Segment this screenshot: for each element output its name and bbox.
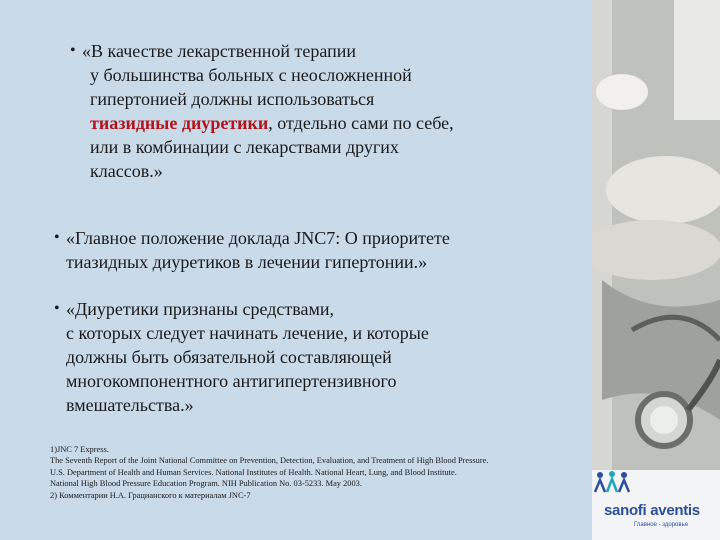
bullet-1-line-4 — [82, 111, 454, 135]
highlight-thiazide-diuretics: тиазидные диуретики — [90, 113, 269, 133]
reference-line: National High Blood Pressure Education Program. NIH Publication No. 03-5233. May 2003. — [50, 479, 362, 489]
logo-name: sanofi aventis — [604, 502, 700, 519]
bullet-1-line-3: гипертонией должны использоваться — [90, 89, 375, 109]
bullet-dot: • — [54, 229, 60, 246]
medical-photo-illustration — [592, 0, 720, 540]
bullet-3-line-3: должны быть обязательной составляющей — [66, 347, 392, 367]
bullet-dot: • — [70, 42, 76, 59]
bullet-1 — [70, 39, 454, 183]
logo-tagline: Главное - здоровье — [634, 522, 689, 528]
bullet-3-line-2: с которых следует начинать лечение, и которые — [66, 323, 429, 343]
bullet-1-line-2: у большинства больных с неосложненной — [90, 65, 412, 85]
medical-photo — [592, 0, 720, 540]
logo-figures-icon — [592, 470, 632, 494]
bullet-1-line-6: классов.» — [90, 161, 163, 181]
reference-line: The Seventh Report of the Joint National Committee on Prevention, Detection, Evaluation, and Treatment of High Blood Pressure. — [50, 456, 489, 466]
bullet-2-line-1: «Главное положение доклада JNC7: О приоритете — [66, 228, 450, 248]
bullet-1-line-1: «В качестве лекарственной терапии — [82, 41, 357, 61]
bullet-1-line-4-rest: , отдельно сами по себе, — [268, 113, 454, 133]
bullet-3-line-5: вмешательства.» — [66, 395, 194, 415]
bullet-dot: • — [54, 300, 60, 317]
bullet-3-line-1: «Диуретики признаны средствами, — [66, 299, 335, 319]
logo-area — [592, 470, 720, 540]
bullet-1-line-5: или в комбинации с лекарствами других — [90, 137, 399, 157]
bullet-3 — [54, 297, 429, 417]
bullet-3-line-4: многокомпонентного антигипертензивного — [66, 371, 397, 391]
bullet-2 — [54, 226, 450, 274]
reference-line: U.S. Department of Health and Human Services. National Institutes of Health. National Heart, Lung, and Blood Institute. — [50, 467, 457, 477]
reference-line: 1)JNC 7 Express. — [50, 445, 109, 454]
references — [50, 444, 488, 501]
bullet-2-line-2: тиазидных диуретиков в лечении гипертонии.» — [66, 252, 428, 272]
reference-line: 2) Комментарии Н.А. Грацианского к материалам JNC-7 — [50, 490, 251, 500]
